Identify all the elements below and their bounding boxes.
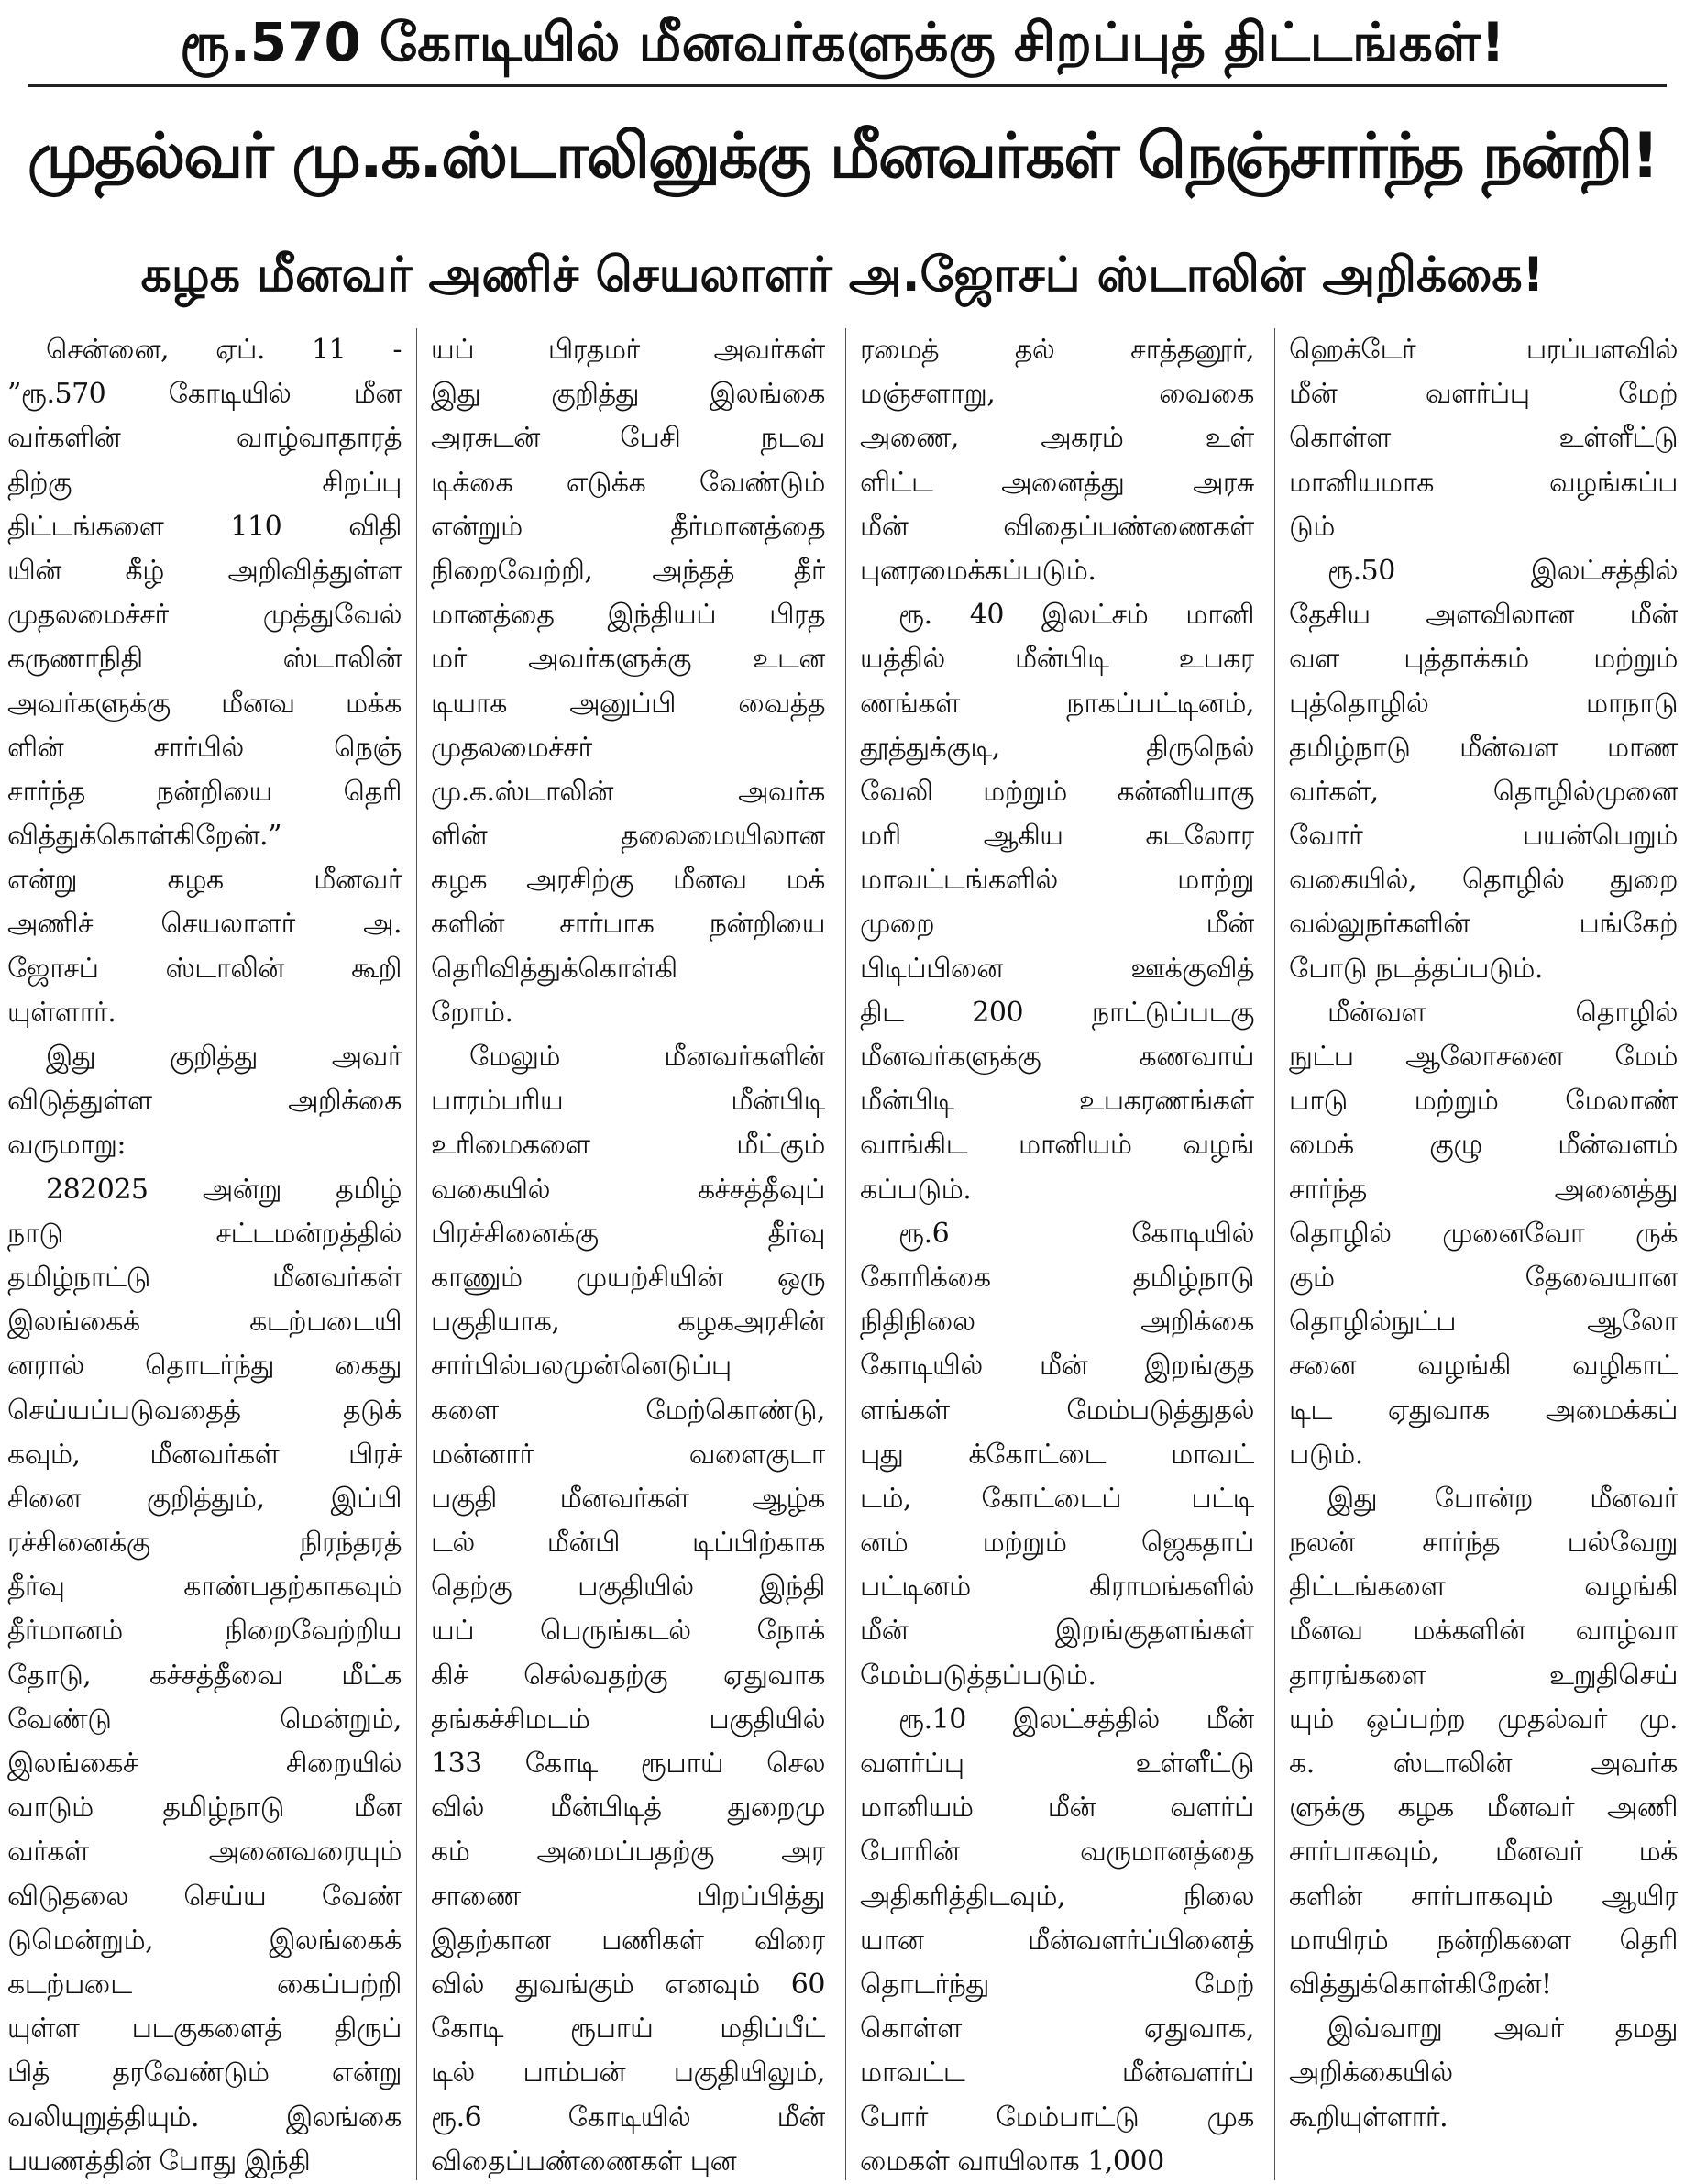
article-line: யின் கீழ் அறிவித்துள்ள <box>7 554 402 587</box>
article-line: பித் தரவேண்டும் என்று <box>7 2057 402 2090</box>
article-line: அறிக்கையில் <box>1289 2057 1453 2090</box>
article-line: கோடி ரூபாய் மதிப்பீட் <box>431 2013 825 2046</box>
article-line: அதிகரித்திடவும், நிலை <box>860 1880 1254 1913</box>
article-line: ரூ. 40 இலட்சம் மானி <box>898 599 1254 632</box>
article-line: மீன் இறங்குதளங்கள் <box>860 1615 1254 1648</box>
article-line: வேண்டு மென்றும், <box>7 1703 402 1736</box>
article-line: உரிமைகளை மீட்கும் <box>431 1129 825 1162</box>
article-line: சாணை பிறப்பித்து <box>431 1880 825 1913</box>
article-line: பகுதியாக, கழகஅரசின் <box>431 1306 825 1339</box>
article-line: சென்னை, ஏப். 11 - <box>46 334 402 366</box>
article-line: தோடு, கச்சத்தீவை மீட்க <box>7 1659 402 1692</box>
article-line: இது குறித்து இலங்கை <box>431 378 825 411</box>
article-line: என்றும் தீர்மானத்தை <box>431 510 825 543</box>
article-line: பிடிப்பினை ஊக்குவித் <box>860 952 1254 985</box>
article-line: ஹெக்டேர் பரப்பளவில் <box>1289 334 1678 366</box>
article-line: முறை மீன் <box>860 908 1254 941</box>
article-line: னம் மற்றும் ஜெகதாப் <box>860 1527 1254 1560</box>
article-line: ளுக்கு கழக மீனவர் அணி <box>1289 1792 1678 1825</box>
article-line: இலங்கைச் சிறையில் <box>7 1748 402 1780</box>
article-line: பாரம்பரிய மீன்பிடி <box>431 1085 825 1118</box>
article-line: மன்னார் வளைகுடா <box>431 1438 825 1471</box>
article-line: காணும் முயற்சியின் ஒரு <box>431 1261 825 1294</box>
article-column-1 <box>7 328 402 2180</box>
article-line: வாங்கிட மானியம் வழங் <box>860 1129 1254 1162</box>
article-line: வகையில் கச்சத்தீவுப் <box>431 1173 825 1206</box>
article-line: விடுதலை செய்ய வேண் <box>7 1880 402 1913</box>
column-divider <box>416 328 417 2180</box>
article-line: பிரச்சினைக்கு தீர்வு <box>431 1217 825 1250</box>
article-line: இது குறித்து அவர் <box>46 1041 402 1073</box>
article-line: சினை குறித்தும், இப்பி <box>7 1482 402 1515</box>
article-line: அணிச் செயலாளர் அ. <box>7 908 402 941</box>
article-line: விடுத்துள்ள அறிக்கை <box>7 1085 402 1118</box>
article-line: மைக் குழு மீன்வளம் <box>1289 1129 1678 1162</box>
article-line: டம், கோட்டைப் பட்டி <box>860 1482 1254 1515</box>
article-line: நிதிநிலை அறிக்கை <box>860 1306 1254 1339</box>
article-line: கூறியுள்ளார். <box>1289 2101 1448 2134</box>
article-line: தூத்துக்குடி, திருநெல் <box>860 731 1254 764</box>
main-headline <box>0 97 1685 216</box>
article-line: யும் ஒப்பற்ற முதல்வர் மு. <box>1289 1703 1678 1736</box>
article-line: மீன்வள தொழில் <box>1327 996 1678 1029</box>
article-line: ரூ.50 இலட்சத்தில் <box>1327 554 1678 587</box>
article-line: திட்டங்களை 110 விதி <box>7 510 402 543</box>
article-line: டும் <box>1289 510 1335 543</box>
article-line: ளின் தலைமையிலான <box>431 820 825 853</box>
article-line: டுமென்றும், இலங்கைக் <box>7 1924 402 1957</box>
article-line: ணங்கள் நாகப்பட்டினம், <box>860 687 1254 720</box>
article-line: யான மீன்வளர்ப்பினைத் <box>860 1924 1254 1957</box>
article-line: 133 கோடி ரூபாய் செல <box>431 1748 825 1780</box>
article-line: ஜோசப் ஸ்டாலின் கூறி <box>7 952 402 985</box>
article-line: சனை வழங்கி வழிகாட் <box>1289 1350 1678 1383</box>
article-line: டில் பாம்பன் பகுதியிலும், <box>431 2057 825 2090</box>
article-line: சார்பில்பலமுன்னெடுப்பு <box>431 1350 732 1383</box>
article-line: டிட ஏதுவாக அமைக்கப் <box>1289 1394 1678 1427</box>
article-line: தொழில் முனைவோ ருக் <box>1289 1217 1678 1250</box>
article-line: ளங்கள் மேம்படுத்துதல் <box>860 1394 1254 1427</box>
article-line: ளிட்ட அனைத்து அரசு <box>860 466 1254 499</box>
headline-text: ரூ.570 கோடியில் மீனவர்களுக்கு சிறப்புத் திட்டங்கள்! <box>180 11 1505 73</box>
article-line: திற்கு சிறப்பு <box>7 466 402 499</box>
article-line: வலியுறுத்தியும். இலங்கை <box>7 2101 402 2134</box>
article-line: கடற்படை கைப்பற்றி <box>7 1968 402 2001</box>
article-line: அரசுடன் பேசி நடவ <box>431 422 825 455</box>
article-line: கம் அமைப்பதற்கு அர <box>431 1836 825 1869</box>
article-line: தாரங்களை உறுதிசெய் <box>1289 1659 1678 1692</box>
article-line: மானியமாக வழங்கப்ப <box>1289 466 1678 499</box>
column-divider <box>845 328 846 2180</box>
article-line: மேம்படுத்தப்படும். <box>860 1659 1096 1692</box>
article-column-4 <box>1289 328 1678 2180</box>
article-line: கொள்ள உள்ளீட்டு <box>1289 422 1678 455</box>
article-line: மீனவர்களுக்கு கணவாய் <box>860 1041 1254 1073</box>
article-line: திட்டங்களை வழங்கி <box>1289 1571 1678 1604</box>
article-line: வேலி மற்றும் கன்னியாகு <box>860 775 1254 808</box>
article-line: புது க்கோட்டை மாவட் <box>860 1438 1254 1471</box>
headline-rule <box>28 84 1667 87</box>
article-line: அணை, அகரம் உள் <box>860 422 1254 455</box>
article-line: போர் மேம்பாட்டு முக <box>860 2101 1254 2134</box>
article-line: என்று கழக மீனவர் <box>7 864 402 897</box>
article-line: கருணாநிதி ஸ்டாலின் <box>7 643 402 676</box>
article-line: பட்டினம் கிராமங்களில் <box>860 1571 1254 1604</box>
article-line: வில் மீன்பிடித் துறைமு <box>431 1792 825 1825</box>
article-line: போரின் வருமானத்தை <box>860 1836 1254 1869</box>
article-line: போடு நடத்தப்படும். <box>1289 952 1543 985</box>
article-line: படும். <box>1289 1438 1363 1471</box>
article-line: வாடும் தமிழ்நாடு மீன <box>7 1792 402 1825</box>
article-line: புத்தொழில் மாநாடு <box>1289 687 1678 720</box>
article-line: மீன்பிடி உபகரணங்கள் <box>860 1085 1254 1118</box>
sub-headline <box>0 238 1685 312</box>
article-line: க. ஸ்டாலின் அவர்க <box>1289 1748 1678 1780</box>
article-line: வர்களின் வாழ்வாதாரத் <box>7 422 402 455</box>
article-line: மர் அவர்களுக்கு உடன <box>431 643 825 676</box>
article-line: வோர் பயன்பெறும் <box>1289 820 1678 853</box>
article-line: கப்படும். <box>860 1173 972 1206</box>
article-line: மாயிரம் நன்றிகளை தெரி <box>1289 1924 1678 1957</box>
article-line: செய்யப்படுவதைத் தடுக் <box>7 1394 402 1427</box>
article-line: வகையில், தொழில் துறை <box>1289 864 1678 897</box>
article-line: மானியம் மீன் வளர்ப் <box>860 1792 1254 1825</box>
article-line: விதைப்பண்ணைகள் புன <box>431 2145 737 2178</box>
article-line: தீர்மானம் நிறைவேற்றிய <box>7 1615 402 1648</box>
article-line: பயணத்தின் போது இந்தி <box>7 2145 311 2178</box>
article-line: வில் துவங்கும் எனவும் 60 <box>431 1968 825 2001</box>
article-line: பகுதி மீனவர்கள் ஆழ்க <box>431 1482 825 1515</box>
article-line: னரால் தொடர்ந்து கைது <box>7 1350 402 1383</box>
article-line: வித்துக்கொள்கிறேன்! <box>1289 1968 1552 2001</box>
article-line: கவும், மீனவர்கள் பிரச் <box>7 1438 402 1471</box>
article-line: தீர்வு காண்பதற்காகவும் <box>7 1571 402 1604</box>
article-line: தெரிவித்துக்கொள்கி <box>431 952 677 985</box>
article-line: புனரமைக்கப்படும். <box>860 554 1096 587</box>
article-line: டியாக அனுப்பி வைத்த <box>431 687 825 720</box>
column-divider <box>1274 328 1275 2180</box>
article-line: தங்கச்சிமடம் பகுதியில் <box>431 1703 825 1736</box>
article-line: தொழில்நுட்ப ஆலோ <box>1289 1306 1678 1339</box>
article-line: யப் பிரதமர் அவர்கள் <box>431 334 825 366</box>
article-line: மீன் வளர்ப்பு மேற் <box>1289 378 1678 411</box>
article-line: யப் பெருங்கடல் நோக் <box>431 1615 825 1648</box>
article-line: 282025 அன்று தமிழ் <box>46 1173 402 1206</box>
article-line: நாடு சட்டமன்றத்தில் <box>7 1217 402 1250</box>
article-line: கிச் செல்வதற்கு ஏதுவாக <box>431 1659 825 1692</box>
headline-text: முதல்வர் மு.க.ஸ்டாலினுக்கு மீனவர்கள் நெஞ்சார்ந்த நன்றி! <box>27 120 1658 193</box>
article-line: மானத்தை இந்தியப் பிரத <box>431 599 825 632</box>
article-line: யத்தில் மீன்பிடி உபகர <box>860 643 1254 676</box>
article-line: டிக்கை எடுக்க வேண்டும் <box>431 466 825 499</box>
article-line: முதலமைச்சர் முத்துவேல் <box>7 599 402 632</box>
article-line: அவர்களுக்கு மீனவ மக்க <box>7 687 402 720</box>
article-line: ரூ.6 கோடியில் மீன் <box>431 2101 825 2134</box>
article-line: கொள்ள ஏதுவாக, <box>860 2013 1254 2046</box>
article-line: மாவட்டங்களில் மாற்று <box>860 864 1254 897</box>
article-line: திட 200 நாட்டுப்படகு <box>860 996 1254 1029</box>
article-line: மாவட்ட மீன்வளர்ப் <box>860 2057 1254 2090</box>
article-line: யுள்ளார். <box>7 996 116 1029</box>
article-line: இலங்கைக் கடற்படையி <box>7 1306 402 1339</box>
article-line: தமிழ்நாடு மீன்வள மாண <box>1289 731 1678 764</box>
article-line: தமிழ்நாட்டு மீனவர்கள் <box>7 1261 402 1294</box>
article-line: வளர்ப்பு உள்ளீட்டு <box>860 1748 1254 1780</box>
article-line: வர்கள் அனைவரையும் <box>7 1836 402 1869</box>
headline-text: கழக மீனவர் அணிச் செயலாளர் அ.ஜோசப் ஸ்டாலின் அறிக்கை! <box>140 248 1545 303</box>
article-line: கோரிக்கை தமிழ்நாடு <box>860 1261 1254 1294</box>
article-line: முதலமைச்சர் <box>431 731 592 764</box>
article-line: இது போன்ற மீனவர் <box>1327 1482 1678 1515</box>
article-line: வல்லுநர்களின் பங்கேற் <box>1289 908 1678 941</box>
article-line: சார்பாகவும், மீனவர் மக் <box>1289 1836 1678 1869</box>
article-body <box>7 328 1678 2180</box>
article-line: நலன் சார்ந்த பல்வேறு <box>1289 1527 1678 1560</box>
article-line: தொடர்ந்து மேற் <box>860 1968 1254 2001</box>
article-line: கோடியில் மீன் இறங்குத <box>860 1350 1254 1383</box>
article-line: றோம். <box>431 996 513 1029</box>
article-line: மீனவ மக்களின் வாழ்வா <box>1289 1615 1678 1648</box>
article-line: களின் சார்பாகவும் ஆயிர <box>1289 1880 1678 1913</box>
article-line: வள புத்தாக்கம் மற்றும் <box>1289 643 1678 676</box>
article-line: ”ரூ.570 கோடியில் மீன <box>7 378 402 411</box>
article-line: கழக அரசிற்கு மீனவ மக் <box>431 864 825 897</box>
article-line: ரமைத் தல் சாத்தனூர், <box>860 334 1254 366</box>
article-line: மஞ்சளாறு, வைகை <box>860 378 1254 411</box>
article-line: இவ்வாறு அவர் தமது <box>1327 2013 1678 2046</box>
article-line: வர்கள், தொழில்முனை <box>1289 775 1678 808</box>
article-line: மரி ஆகிய கடலோர <box>860 820 1254 853</box>
article-line: சார்ந்த நன்றியை தெரி <box>7 775 402 808</box>
article-line: மீன் விதைப்பண்ணைகள் <box>860 510 1254 543</box>
article-line: நிறைவேற்றி, அந்தத் தீர் <box>431 554 825 587</box>
article-line: மேலும் மீனவர்களின் <box>469 1041 825 1073</box>
article-line: வித்துக்கொள்கிறேன்.” <box>7 820 281 853</box>
article-line: இதற்கான பணிகள் விரை <box>431 1924 825 1957</box>
article-line: மைகள் வாயிலாக 1,000 <box>860 2145 1164 2178</box>
article-line: மு.க.ஸ்டாலின் அவர்க <box>431 775 825 808</box>
article-line: சார்ந்த அனைத்து <box>1289 1173 1678 1206</box>
article-line: கும் தேவையான <box>1289 1261 1678 1294</box>
article-line: ரூ.10 இலட்சத்தில் மீன் <box>898 1703 1254 1736</box>
article-line: களை மேற்கொண்டு, <box>431 1394 825 1427</box>
article-line: டல் மீன்பி டிப்பிற்காக <box>431 1527 825 1560</box>
article-line: களின் சார்பாக நன்றியை <box>431 908 825 941</box>
article-line: ரூ.6 கோடியில் <box>898 1217 1254 1250</box>
article-line: ளின் சார்பில் நெஞ் <box>7 731 402 764</box>
article-column-3 <box>860 328 1254 2180</box>
article-line: நுட்ப ஆலோசனை மேம் <box>1289 1041 1678 1073</box>
article-line: தேசிய அளவிலான மீன் <box>1289 599 1678 632</box>
article-line: பாடு மற்றும் மேலாண் <box>1289 1085 1678 1118</box>
article-line: வருமாறு: <box>7 1129 127 1162</box>
article-line: யுள்ள படகுகளைத் திருப் <box>7 2013 402 2046</box>
top-headline <box>0 6 1685 79</box>
article-line: தெற்கு பகுதியில் இந்தி <box>431 1571 825 1604</box>
article-line: ரச்சினைக்கு நிரந்தரத் <box>7 1527 402 1560</box>
article-column-2 <box>431 328 825 2180</box>
